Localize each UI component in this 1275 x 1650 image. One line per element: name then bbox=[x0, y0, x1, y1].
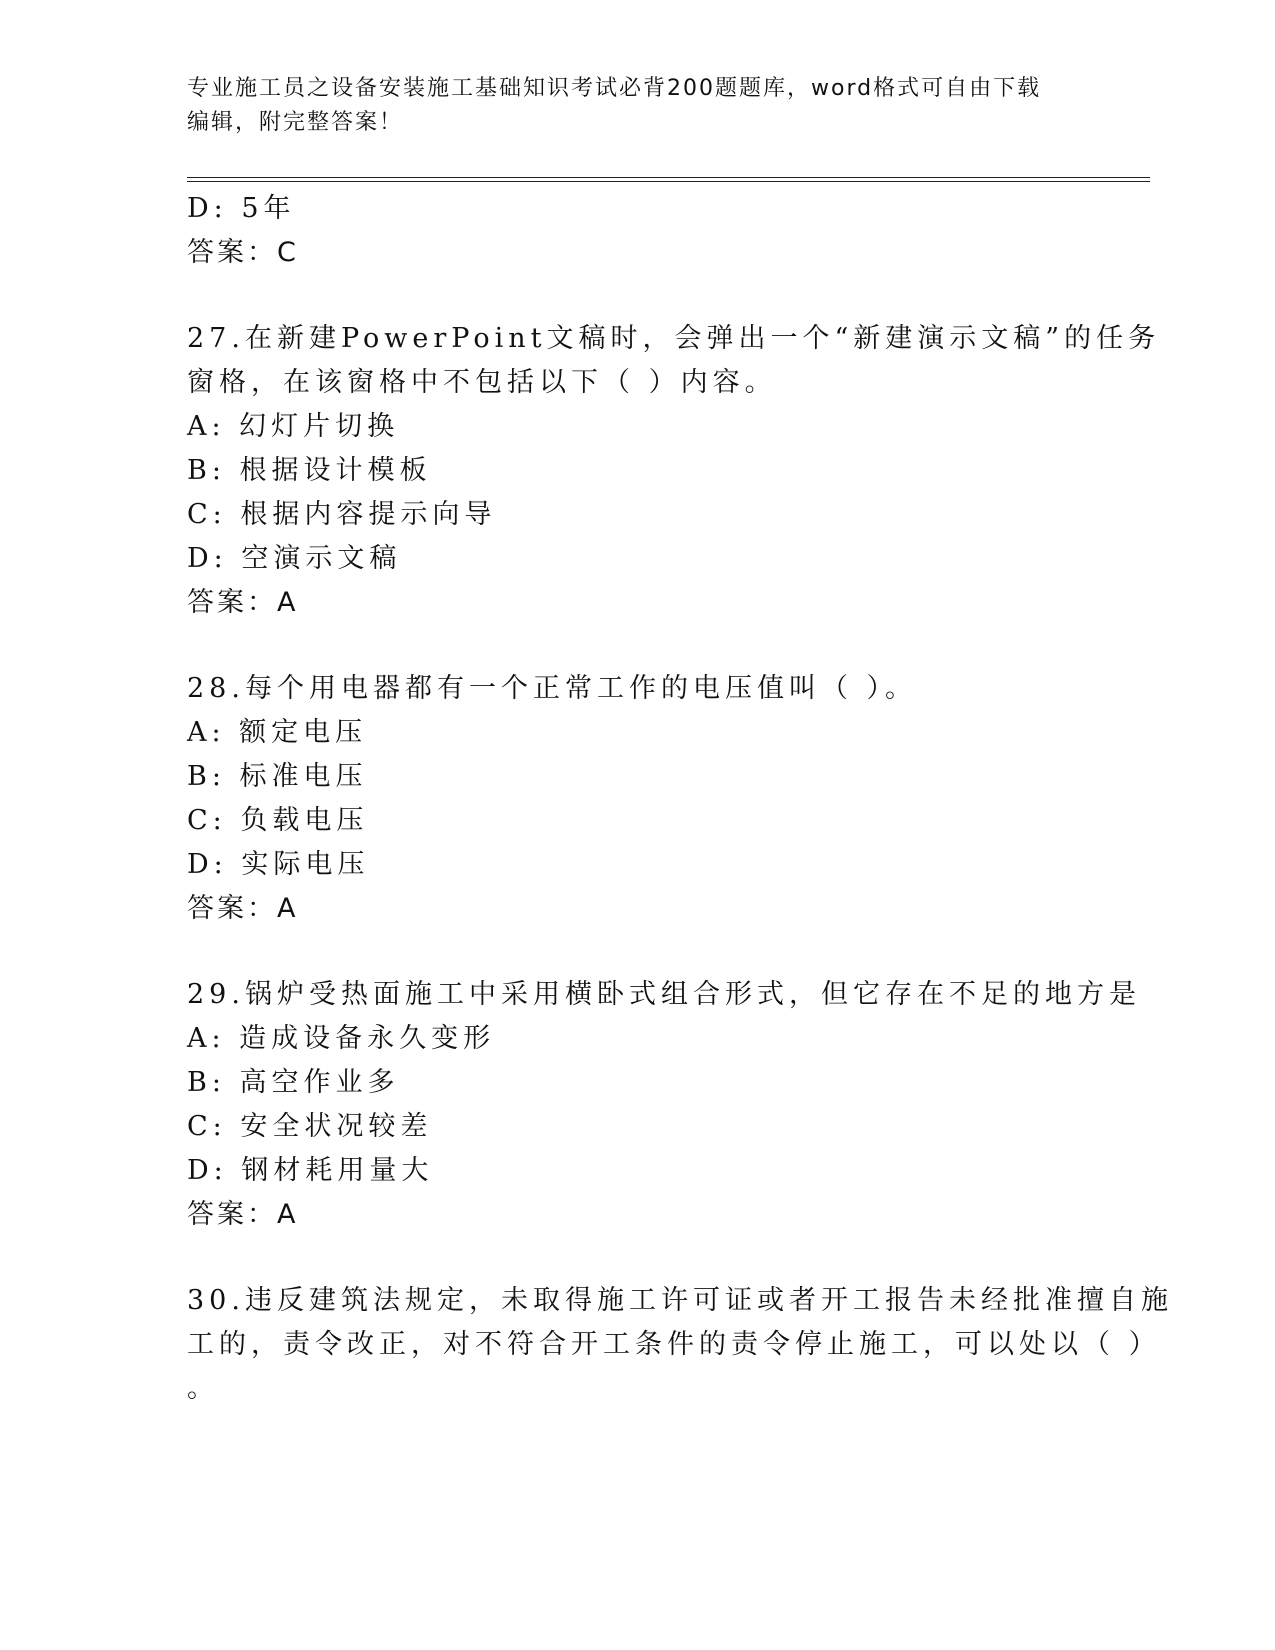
q28-stem-line-1: 28.每个用电器都有一个正常工作的电压值叫（ ）。 bbox=[187, 673, 918, 704]
q30-stem-line-3: 。 bbox=[187, 1373, 219, 1404]
q27-option-a: A: 幻灯片切换 bbox=[187, 411, 400, 442]
q28-option-a: A: 额定电压 bbox=[187, 717, 368, 748]
q27-option-b: B: 根据设计模板 bbox=[187, 455, 432, 486]
q28-option-c: C: 负载电压 bbox=[187, 805, 369, 836]
header-line-2: 编辑，附完整答案！ bbox=[187, 110, 404, 135]
q27-option-c: C: 根据内容提示向导 bbox=[187, 499, 497, 530]
q30-stem-line-1: 30.违反建筑法规定，未取得施工许可证或者开工报告未经批准擅自施 bbox=[187, 1285, 1173, 1316]
q30-stem-line-2: 工的，责令改正，对不符合开工条件的责令停止施工，可以处以（ ） bbox=[187, 1329, 1161, 1360]
q29-option-a: A: 造成设备永久变形 bbox=[187, 1023, 496, 1054]
q29-option-b: B: 高空作业多 bbox=[187, 1067, 400, 1098]
q29-option-d: D: 钢材耗用量大 bbox=[187, 1155, 434, 1186]
q29-stem-line-1: 29.锅炉受热面施工中采用横卧式组合形式，但它存在不足的地方是 bbox=[187, 979, 1141, 1010]
header-divider-bottom bbox=[187, 181, 1150, 182]
q27-stem-line-1: 27.在新建PowerPoint文稿时，会弹出一个“新建演示文稿”的任务 bbox=[187, 323, 1161, 354]
q29-option-c: C: 安全状况较差 bbox=[187, 1111, 433, 1142]
header-divider-top bbox=[187, 177, 1150, 178]
q26-answer: 答案：C bbox=[187, 237, 299, 268]
q26-option-d: D: 5年 bbox=[187, 193, 296, 224]
q28-option-b: B: 标准电压 bbox=[187, 761, 368, 792]
document-header bbox=[187, 72, 1087, 140]
q27-stem-line-2: 窗格，在该窗格中不包括以下（ ）内容。 bbox=[187, 367, 777, 398]
q28-option-d: D: 实际电压 bbox=[187, 849, 370, 880]
q29-answer: 答案：A bbox=[187, 1199, 299, 1230]
header-line-1: 专业施工员之设备安装施工基础知识考试必背200题题库，word格式可自由下载 bbox=[187, 76, 1042, 101]
q28-answer: 答案：A bbox=[187, 893, 299, 924]
q27-option-d: D: 空演示文稿 bbox=[187, 543, 402, 574]
q27-answer: 答案：A bbox=[187, 587, 299, 618]
